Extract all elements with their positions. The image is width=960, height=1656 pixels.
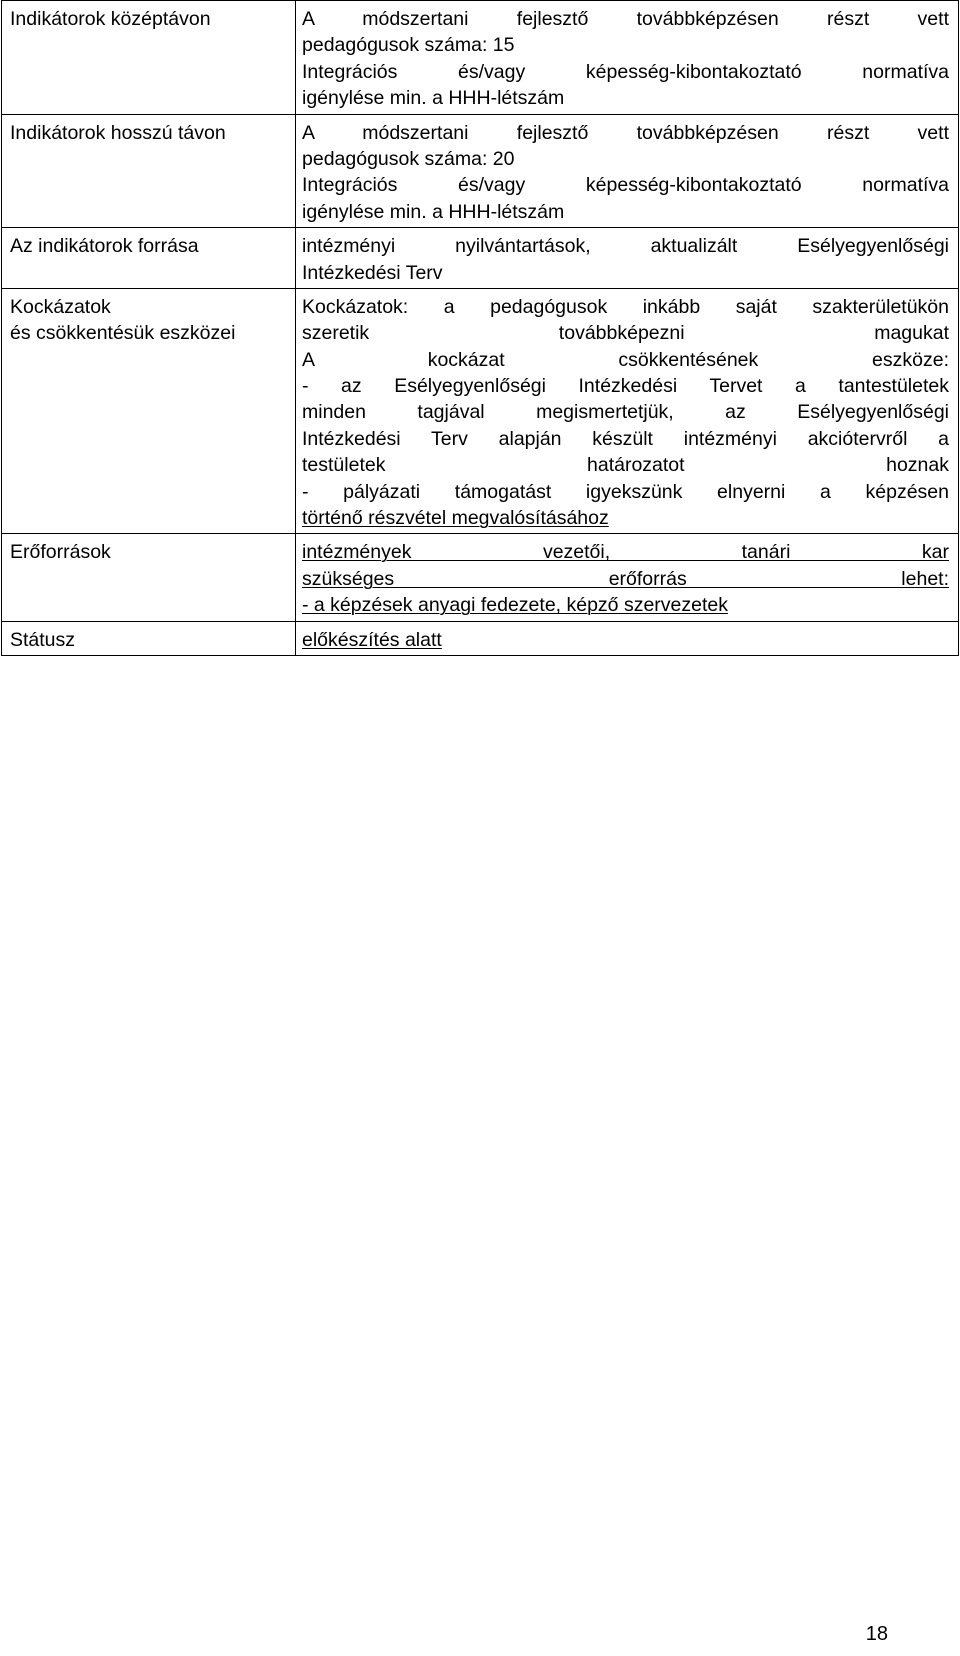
value-line: szeretik továbbképezni magukat bbox=[302, 322, 949, 345]
value-line: előkészítés alatt bbox=[302, 628, 442, 651]
table-row bbox=[2, 1, 959, 115]
value-line: - az Esélyegyenlőségi Intézkedési Tervet a tantestületek bbox=[302, 375, 949, 398]
value-line: - a képzések anyagi fedezete, képző szervezetek bbox=[302, 594, 728, 617]
row-label: Státusz bbox=[2, 621, 296, 655]
table-row bbox=[2, 534, 959, 621]
value-line: Integrációs és/vagy képesség-kibontakoztató normatíva bbox=[302, 60, 949, 83]
value-line: pedagógusok száma: 20 bbox=[302, 147, 515, 170]
value-line: intézmények vezetői, tanári kar bbox=[302, 541, 949, 564]
table-row bbox=[2, 288, 959, 534]
value-line: pedagógusok száma: 15 bbox=[302, 34, 515, 57]
table-row bbox=[2, 114, 959, 228]
table-body bbox=[2, 1, 959, 656]
row-label: Indikátorok hosszú távon bbox=[2, 114, 296, 228]
row-value bbox=[296, 534, 959, 621]
row-label: Indikátorok középtávon bbox=[2, 1, 296, 115]
row-value bbox=[296, 228, 959, 289]
table-row bbox=[2, 621, 959, 655]
value-line: A módszertani fejlesztő továbbképzésen részt vett bbox=[302, 8, 949, 30]
value-line: A kockázat csökkentésének eszköze: bbox=[302, 348, 949, 371]
value-line: Integrációs és/vagy képesség-kibontakoztató normatíva bbox=[302, 174, 949, 197]
value-line: történő részvétel megvalósításához bbox=[302, 507, 609, 530]
value-line: igénylése min. a HHH-létszám bbox=[302, 200, 565, 223]
table-row bbox=[2, 228, 959, 289]
value-line: Kockázatok: a pedagógusok inkább saját szakterületükön bbox=[302, 295, 949, 318]
row-label: Az indikátorok forrása bbox=[2, 228, 296, 289]
value-line: intézményi nyilvántartások, aktualizált Esélyegyenlőségi bbox=[302, 235, 949, 258]
value-line: Intézkedési Terv bbox=[302, 261, 443, 284]
page-number: 18 bbox=[865, 1623, 888, 1645]
value-line: Intézkedési Terv alapján készült intézményi akciótervről a bbox=[302, 427, 949, 450]
value-line: A módszertani fejlesztő továbbképzésen részt vett bbox=[302, 121, 949, 144]
row-value bbox=[296, 621, 959, 655]
row-value bbox=[296, 288, 959, 534]
value-line: igénylése min. a HHH-létszám bbox=[302, 87, 565, 110]
row-value bbox=[296, 114, 959, 228]
value-line: testületek határozatot hoznak bbox=[302, 454, 949, 477]
value-line: szükséges erőforrás lehet: bbox=[302, 567, 949, 590]
value-line: - pályázati támogatást igyekszünk elnyerni a képzésen bbox=[302, 480, 949, 503]
indicator-table bbox=[1, 0, 959, 656]
value-line: minden tagjával megismertetjük, az Esélyegyenlőségi bbox=[302, 401, 949, 424]
row-value bbox=[296, 1, 959, 115]
row-label: Kockázatok és csökkentésük eszközei bbox=[2, 288, 296, 534]
row-label: Erőforrások bbox=[2, 534, 296, 621]
